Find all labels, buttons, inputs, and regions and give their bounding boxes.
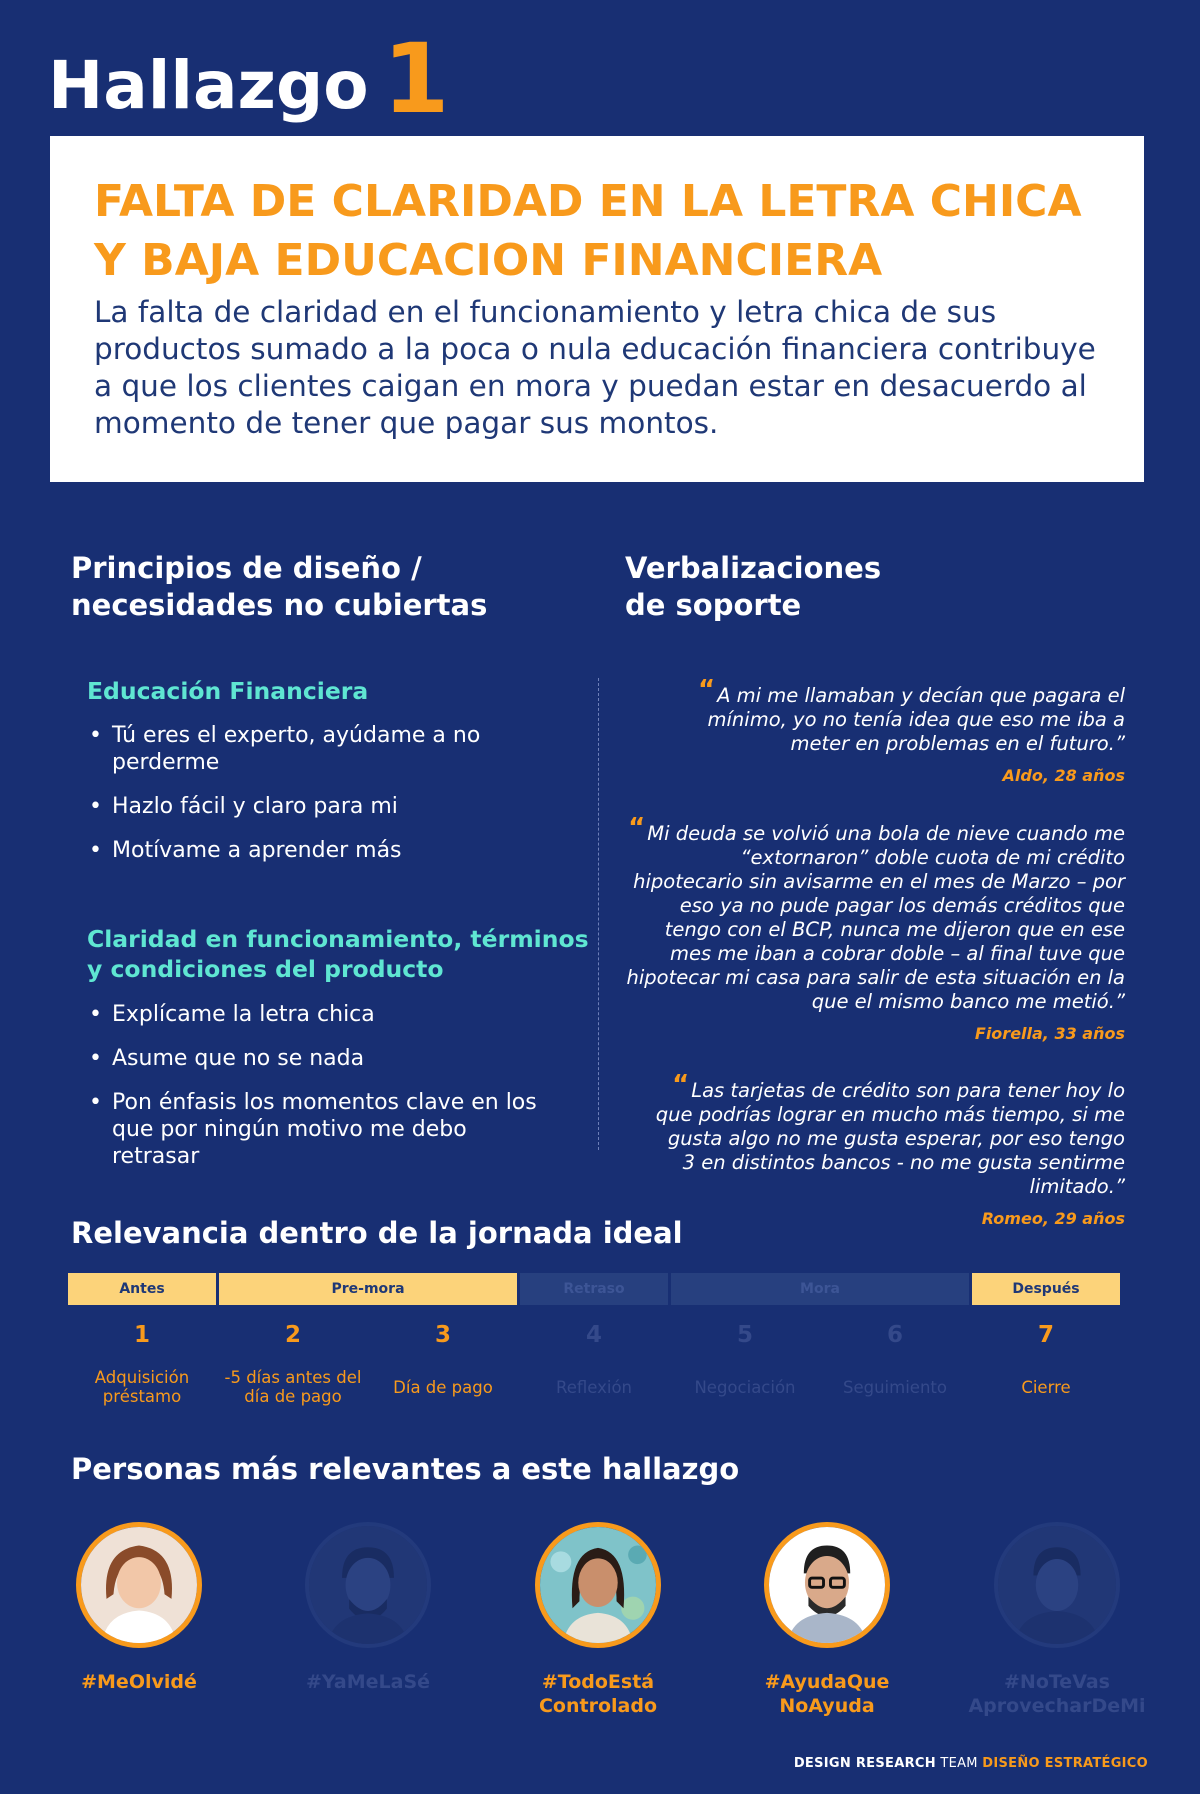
step-number: 3 — [434, 1322, 451, 1348]
step-number: 6 — [886, 1322, 903, 1348]
journey-step — [67, 1320, 217, 1406]
quote-mark-icon: “ — [628, 813, 646, 843]
phase-pre-mora: Pre-mora — [219, 1273, 517, 1305]
persona-card — [488, 1522, 708, 1718]
quote-author: Romeo, 29 años — [981, 1209, 1125, 1228]
persona-tag — [258, 1670, 478, 1694]
footer-part-1: DESIGN RESEARCH — [793, 1756, 936, 1771]
journey-step — [218, 1320, 368, 1406]
finding-description: La falta de claridad en el funcionamiento y letra chica de sus productos sumado a la poca o nula educación financiera contribuye a que los clientes caigan en mora y puedan estar en desacuerdo al momento de tener que pagar sus montos. — [94, 295, 1096, 440]
step-label: Reflexión — [555, 1377, 633, 1397]
journey-step — [519, 1320, 669, 1406]
verbalizations-title-line-2: de soporte — [625, 588, 802, 622]
principle-group-title — [87, 924, 589, 984]
persona-tag-line-2: Controlado — [538, 1695, 658, 1717]
persona-card — [29, 1522, 249, 1694]
principle-item: • Tú eres el experto, ayúdame a no perderme — [87, 722, 557, 776]
persona-tag-line-1: #YaMeLaSé — [305, 1671, 431, 1693]
quote-text — [645, 675, 1125, 756]
quote-body: Las tarjetas de crédito son para tener hoy lo que podrías lograr en mucho más tiempo, si me gusta algo no me gusta esperar, por eso tengo 3 en distintos bancos - no me gusta sentirme limitado.” — [655, 1079, 1125, 1198]
persona-tag — [29, 1670, 249, 1694]
person-avatar-icon — [540, 1527, 656, 1643]
footer-part-3: DISEÑO ESTRATÉGICO — [982, 1756, 1148, 1771]
journey-step — [820, 1320, 970, 1406]
avatar — [305, 1522, 431, 1648]
phase-mora: Mora — [671, 1273, 969, 1305]
verbalizations-title — [625, 550, 881, 624]
step-label: Cierre — [1021, 1377, 1071, 1397]
principle-group-title-line-1: Claridad en funcionamiento, términos — [87, 925, 589, 953]
persona-tag — [947, 1670, 1167, 1718]
principle-item: • Explícame la letra chica — [87, 1001, 557, 1028]
step-label: Seguimiento — [843, 1377, 947, 1397]
persona-tag-line-1: #NoTeVas — [1004, 1671, 1110, 1693]
person-avatar-icon — [769, 1527, 885, 1643]
principles-title — [71, 550, 487, 624]
persona-tag-line-2: AprovecharDeMi — [968, 1695, 1146, 1717]
personas-title: Personas más relevantes a este hallazgo — [71, 1452, 740, 1486]
quote-block — [625, 813, 1125, 1043]
persona-tag — [488, 1670, 708, 1718]
quote-body: A mi me llamaban y decían que pagara el mínimo, yo no tenía idea que eso me iba a meter en problemas en el futuro.” — [707, 684, 1125, 755]
principle-list — [87, 1001, 557, 1187]
quote-text — [655, 1070, 1125, 1199]
quote-mark-icon: “ — [698, 675, 716, 705]
step-number: 5 — [736, 1322, 753, 1348]
step-label: Negociación — [694, 1377, 796, 1397]
step-label: -5 días antes del día de pago — [224, 1368, 362, 1406]
step-number: 4 — [585, 1322, 602, 1348]
finding-card — [50, 136, 1144, 482]
principle-item: • Asume que no se nada — [87, 1045, 557, 1072]
quote-block — [645, 675, 1125, 785]
journey-step — [971, 1320, 1121, 1406]
principles-title-line-1: Principios de diseño / — [71, 551, 422, 585]
avatar — [994, 1522, 1120, 1648]
principle-list — [87, 722, 557, 881]
principle-group-title — [87, 676, 368, 706]
persona-tag — [717, 1670, 937, 1718]
persona-tag-line-1: #TodoEstá — [541, 1671, 655, 1693]
quote-text — [625, 813, 1125, 1014]
journey-title: Relevancia dentro de la jornada ideal — [71, 1216, 683, 1250]
journey-step — [368, 1320, 518, 1406]
column-divider — [598, 678, 599, 1150]
phase-despues: Después — [972, 1273, 1120, 1305]
principle-item: • Hazlo fácil y claro para mi — [87, 793, 557, 820]
persona-tag-line-1: #AyudaQue — [764, 1671, 890, 1693]
person-avatar-icon — [81, 1527, 197, 1643]
finding-heading-line-2: Y BAJA EDUCACION FINANCIERA — [94, 235, 883, 286]
quote-author: Aldo, 28 años — [1002, 766, 1125, 785]
persona-tag-line-1: #MeOlvidé — [81, 1671, 197, 1693]
principle-item: • Pon énfasis los momentos clave en los que por ningún motivo me debo retrasar — [87, 1089, 557, 1170]
step-number: 1 — [133, 1322, 150, 1348]
avatar — [764, 1522, 890, 1648]
title-word: Hallazgo — [48, 47, 369, 124]
finding-heading — [94, 172, 1100, 290]
step-label: Día de pago — [393, 1377, 493, 1397]
avatar — [76, 1522, 202, 1648]
step-number: 7 — [1037, 1322, 1054, 1348]
person-avatar-icon — [998, 1526, 1116, 1644]
persona-tag-line-2: NoAyuda — [779, 1695, 875, 1717]
step-label: Adquisición préstamo — [94, 1368, 190, 1406]
principle-group-title-line-2: y condiciones del producto — [87, 955, 444, 983]
avatar — [535, 1522, 661, 1648]
page-title — [48, 22, 449, 137]
persona-card — [947, 1522, 1167, 1718]
person-avatar-icon — [309, 1526, 427, 1644]
quote-author: Fiorella, 33 años — [974, 1024, 1125, 1043]
quote-body: Mi deuda se volvió una bola de nieve cuando me “extornaron” doble cuota de mi crédito hipotecario sin avisarme en el mes de Marzo – por eso ya no pude pagar los demás créditos que tengo con el BCP, nunca me dijeron que en ese mes me iban a cobrar doble – al final tuve que hipotecar mi casa para salir de esta situación en la que el mismo banco me metió.” — [626, 822, 1125, 1013]
principle-item: • Motívame a aprender más — [87, 837, 557, 864]
verbalizations-title-line-1: Verbalizaciones — [625, 551, 882, 585]
principles-title-line-2: necesidades no cubiertas — [71, 588, 488, 622]
persona-card — [717, 1522, 937, 1718]
principle-group-title-line-1: Educación Financiera — [87, 677, 369, 705]
footer-credit — [794, 1756, 1148, 1771]
title-number: 1 — [382, 23, 450, 135]
journey-step — [670, 1320, 820, 1406]
persona-card — [258, 1522, 478, 1694]
phase-retraso: Retraso — [520, 1273, 668, 1305]
finding-heading-line-1: FALTA DE CLARIDAD EN LA LETRA CHICA — [94, 176, 1082, 227]
step-number: 2 — [284, 1322, 301, 1348]
quote-mark-icon: “ — [672, 1070, 690, 1100]
quote-block — [655, 1070, 1125, 1228]
footer-part-2: TEAM — [940, 1756, 978, 1771]
phase-antes: Antes — [68, 1273, 216, 1305]
